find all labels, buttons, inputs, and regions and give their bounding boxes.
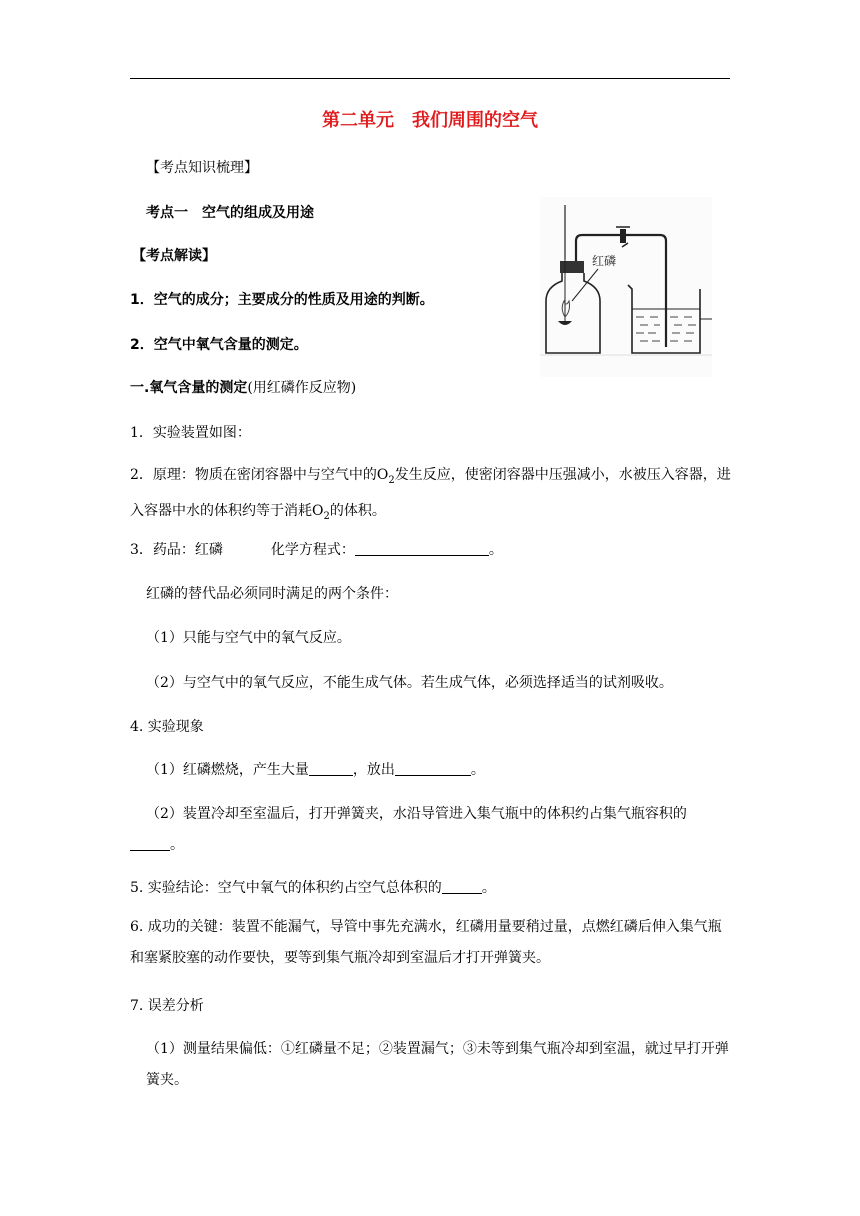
phenomenon-2-cont xyxy=(130,835,735,855)
experiment-heading-bold: 一.氧气含量的测定 xyxy=(130,380,248,396)
top-rule xyxy=(130,78,730,79)
topic1-heading: 考点一 空气的组成及用途 xyxy=(146,205,314,221)
setup-line: 1．实验装置如图： xyxy=(130,425,251,441)
phenomena-heading: 4. 实验现象 xyxy=(130,719,204,735)
phen1-text-b: ，放出 xyxy=(352,762,395,778)
error-heading: 7. 误差分析 xyxy=(130,998,204,1014)
period: 。 xyxy=(488,542,503,558)
condition-1: （1）只能与空气中的氧气反应。 xyxy=(146,630,351,646)
principle-text-c: 的体积。 xyxy=(329,502,386,519)
principle-paragraph xyxy=(130,460,735,532)
drug-label: 3．药品：红磷 xyxy=(130,542,223,558)
condition-2: （2）与空气中的氧气反应，不能生成气体。若生成气体，必须选择适当的试剂吸收。 xyxy=(146,675,673,691)
phen1-blank-2[interactable] xyxy=(395,761,471,776)
experiment-heading xyxy=(130,378,735,398)
period: 。 xyxy=(470,762,485,778)
phen1-blank-1[interactable] xyxy=(309,761,353,776)
drug-line xyxy=(130,540,735,560)
period: 。 xyxy=(170,837,184,853)
point-1: 1．空气的成分；主要成分的性质及用途的判断。 xyxy=(130,292,434,308)
page-title: 第二单元 我们周围的空气 xyxy=(322,110,538,131)
subscript-2: 2 xyxy=(323,510,330,522)
phenomenon-1 xyxy=(146,760,751,780)
interpret-heading: 【考点解读】 xyxy=(132,248,216,264)
experiment-heading-note: (用红磷作反应物) xyxy=(247,380,357,396)
equation-label: 化学方程式： xyxy=(270,542,355,558)
phen1-text-a: （1）红磷燃烧，产生大量 xyxy=(146,762,309,778)
conclusion-text: 5. 实验结论：空气中氧气的体积约占空气总体积的 xyxy=(130,880,442,896)
conclusion-line xyxy=(130,878,735,898)
figure-label: 红磷 xyxy=(592,254,617,268)
subscript-2: 2 xyxy=(388,474,395,486)
phen2-blank[interactable] xyxy=(130,836,170,851)
substitute-intro: 红磷的替代品必须同时满足的两个条件： xyxy=(146,586,398,602)
phenomenon-2: （2）装置冷却至室温后，打开弹簧夹，水沿导管进入集气瓶中的体积约占集气瓶容积的 xyxy=(146,806,687,822)
apparatus-figure xyxy=(540,197,712,377)
period: 。 xyxy=(481,880,496,896)
key-paragraph: 6. 成功的关键：装置不能漏气，导管中事先充满水，红磷用量要稍过量，点燃红磷后伸入集气瓶和塞紧胶塞的动作要快，要等到集气瓶冷却到室温后才打开弹簧夹。 xyxy=(130,919,722,966)
review-heading: 【考点知识梳理】 xyxy=(146,160,258,176)
point-2: 2．空气中氧气含量的测定。 xyxy=(130,337,308,353)
error-1: （1）测量结果偏低：①红磷量不足；②装置漏气；③未等到集气瓶冷却到室温，就过早打开弹簧夹。 xyxy=(146,1041,729,1088)
principle-text-b: 发生反应，使密闭容器中压强减小，水被压入容器，进入容器中水的体积约等于消耗O xyxy=(130,467,731,519)
principle-text-a: 2．原理：物质在密闭容器中与空气中的O xyxy=(130,467,389,483)
apparatus-diagram xyxy=(540,197,712,377)
conclusion-blank[interactable] xyxy=(442,879,482,894)
equation-blank[interactable] xyxy=(355,541,489,556)
